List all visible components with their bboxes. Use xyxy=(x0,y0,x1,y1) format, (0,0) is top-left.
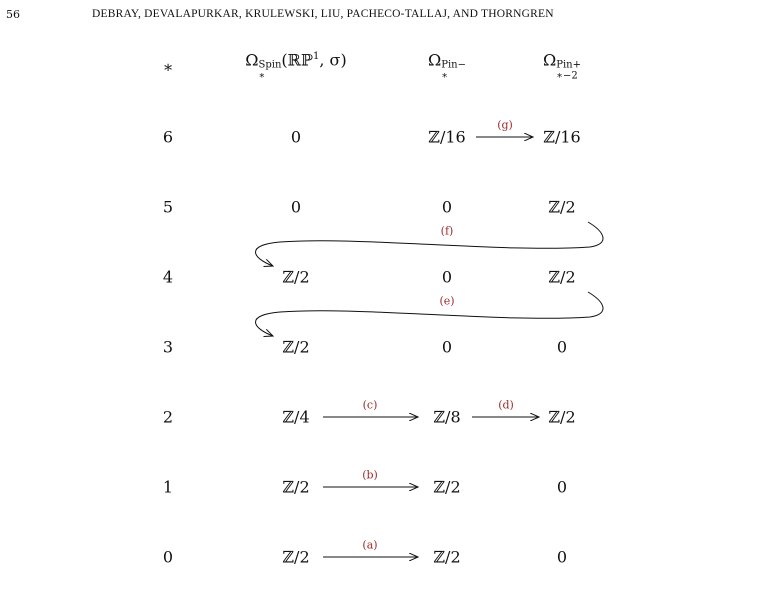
spin-superscript: Spin xyxy=(258,59,282,71)
pin-plus-cell: 0 xyxy=(556,337,568,357)
pin-minus-cell: ℤ/2 xyxy=(433,547,461,567)
degree-cell: 5 xyxy=(162,197,174,217)
pin-plus-sign: + xyxy=(572,59,582,71)
page-number: 56 xyxy=(6,8,20,21)
rp-superscript: 1 xyxy=(313,51,320,63)
map-label-e: (e) xyxy=(439,294,455,308)
pin-plus-cell: ℤ/16 xyxy=(543,127,581,147)
degree-cell: 1 xyxy=(162,477,174,497)
pin-plus-cell: 0 xyxy=(556,477,568,497)
rp-argument-tail: , σ) xyxy=(319,50,347,70)
pin-plus-cell: ℤ/2 xyxy=(548,197,576,217)
pin-minus-cell: 0 xyxy=(441,267,453,287)
pin-plus-subscript: ∗−2 xyxy=(556,70,578,82)
header-degree: ∗ xyxy=(162,57,174,77)
map-label-d: (d) xyxy=(498,398,514,412)
degree-cell: 2 xyxy=(162,407,174,427)
map-label-b: (b) xyxy=(362,468,378,482)
spin-cell: ℤ/2 xyxy=(282,337,310,357)
pin-minus-cell: ℤ/2 xyxy=(433,477,461,497)
map-label-g: (g) xyxy=(497,118,513,132)
spin-cell: ℤ/4 xyxy=(282,407,310,427)
pin-minus-subscript: ∗ xyxy=(441,70,449,82)
pin-minus-cell: 0 xyxy=(441,337,453,357)
omega-symbol: Ω xyxy=(427,50,442,70)
map-label-a: (a) xyxy=(362,538,378,552)
map-label-f: (f) xyxy=(440,224,454,238)
degree-cell: 0 xyxy=(162,547,174,567)
spin-cell: ℤ/2 xyxy=(282,547,310,567)
degree-cell: 3 xyxy=(162,337,174,357)
spin-cell: 0 xyxy=(290,127,302,147)
spin-cell: ℤ/2 xyxy=(282,267,310,287)
pin-plus-superscript: Pin xyxy=(556,59,573,71)
pin-plus-cell: ℤ/2 xyxy=(548,267,576,287)
running-head: DEBRAY, DEVALAPURKAR, KRULEWSKI, LIU, PACHECO-TALLAJ, AND THORNGREN xyxy=(92,8,554,20)
degree-cell: 6 xyxy=(162,127,174,147)
rp-argument: (ℝℙ xyxy=(281,50,314,70)
omega-symbol: Ω xyxy=(245,50,259,70)
pin-minus-superscript: Pin xyxy=(441,59,458,71)
spin-cell: 0 xyxy=(290,197,302,217)
degree-cell: 4 xyxy=(162,267,174,287)
pin-minus-cell: ℤ/8 xyxy=(433,407,461,427)
spin-subscript: ∗ xyxy=(258,70,266,82)
map-label-c: (c) xyxy=(362,398,378,412)
arrow-f xyxy=(256,222,603,266)
arrow-e xyxy=(256,292,603,336)
pin-minus-sign: − xyxy=(457,59,467,71)
pin-minus-cell: ℤ/16 xyxy=(428,127,466,147)
pin-minus-cell: 0 xyxy=(441,197,453,217)
omega-symbol: Ω xyxy=(542,50,557,70)
pin-plus-cell: 0 xyxy=(556,547,568,567)
spin-cell: ℤ/2 xyxy=(282,477,310,497)
pin-plus-cell: ℤ/2 xyxy=(548,407,576,427)
